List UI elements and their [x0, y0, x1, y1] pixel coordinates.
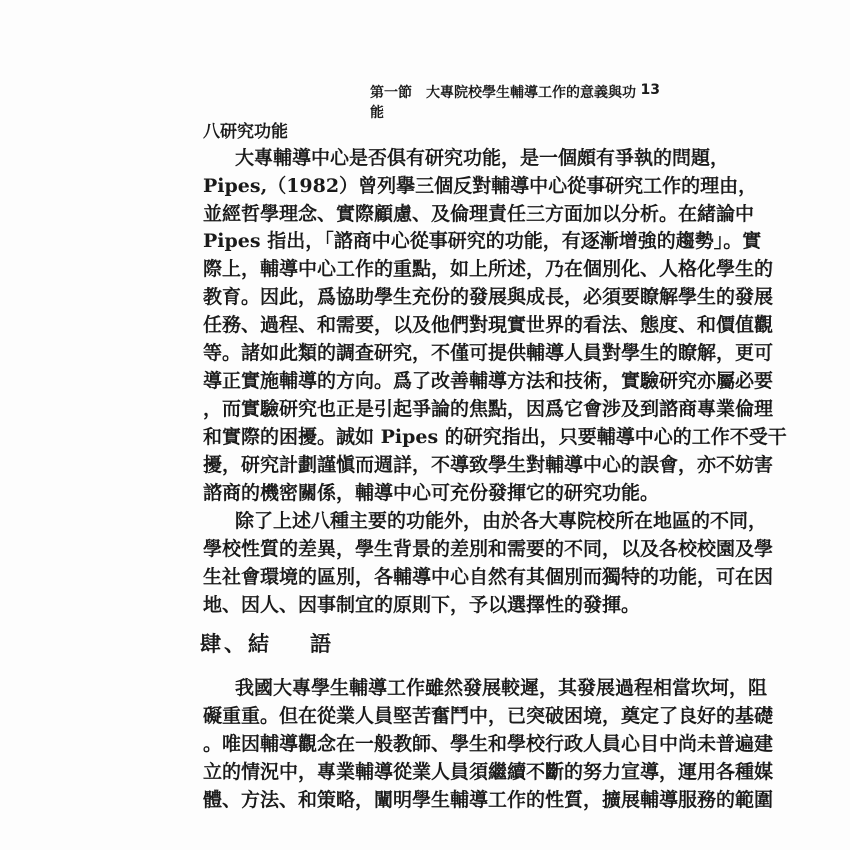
text-line: ，而實驗研究也正是引起爭論的焦點，因爲它會涉及到諮商專業倫理 [203, 398, 774, 420]
text-line: 擾，研究計劃謹愼而週詳，不導致學生對輔導中心的誤會，亦不妨害 [203, 454, 774, 476]
text-line: 礙重重。但在從業人員堅苦奮鬥中，已突破困境，奠定了良好的基礎 [203, 705, 774, 727]
text-line: 我國大專學生輔導工作雖然發展較遲，其發展過程相當坎坷，阻 [235, 677, 768, 699]
header-title: 第一節 大專院校學生輔導工作的意義與功能 [370, 85, 636, 121]
text-line: Pipes 指出，「諮商中心從事研究的功能，有逐漸增強的趨勢」。實 [203, 230, 762, 252]
text-line: 導正實施輔導的方向。爲了改善輔導方法和技術，實驗研究亦屬必要 [203, 370, 774, 392]
text-line: 。唯因輔導觀念在一般教師、學生和學校行政人員心目中尚未普遍建 [203, 733, 774, 755]
text-line: 並經哲學理念、實際顧慮、及倫理責任三方面加以分析。在緒論中 [203, 203, 755, 225]
text-line: Pipes,（1982）曾列擧三個反對輔導中心從事研究工作的理由， [203, 175, 758, 197]
text-line: 體、方法、和策略，闡明學生輔導工作的性質，擴展輔導服務的範圍 [203, 789, 774, 811]
text-line: 教育。因此，爲協助學生充份的發展與成長，必須要瞭解學生的發展 [203, 286, 774, 308]
text-line: 學校性質的差異，學生背景的差別和需要的不同，以及各校校園及學 [203, 538, 774, 560]
text-line: 任務、過程、和需要，以及他們對現實世界的看法、態度、和價值觀 [203, 314, 774, 336]
text-line: 立的情況中，專業輔導從業人員須繼續不斷的努力宣導，運用各種媒 [203, 761, 774, 783]
running-header [370, 82, 660, 122]
text-line: 大專輔導中心是否俱有研究功能，是一個頗有爭執的問題， [235, 147, 730, 169]
text-line: 際上，輔導中心工作的重點，如上所述，乃在個別化、人格化學生的 [203, 258, 774, 280]
text-line: 諮商的機密關係，輔導中心可充份發揮它的研究功能。 [203, 482, 660, 504]
section-heading [200, 628, 334, 658]
text-line: 地、因人、因事制宜的原則下，予以選擇性的發揮。 [203, 594, 641, 616]
text-line: 等。諸如此類的調查研究，不僅可提供輔導人員對學生的瞭解，更可 [203, 342, 774, 364]
section-number: 肆、結 [200, 631, 272, 656]
text-line: 除了上述八種主要的功能外，由於各大專院校所在地區的不同， [235, 510, 768, 532]
text-line: 和實際的困擾。誠如 Pipes 的研究指出，只要輔導中心的工作不受干 [203, 426, 787, 448]
page-number: 13 [640, 82, 660, 98]
text-line: 生社會環境的區別，各輔導中心自然有其個別而獨特的功能，可在因 [203, 566, 774, 588]
section-title-rest: 語 [310, 631, 334, 656]
subheading: 八研究功能 [203, 122, 288, 142]
